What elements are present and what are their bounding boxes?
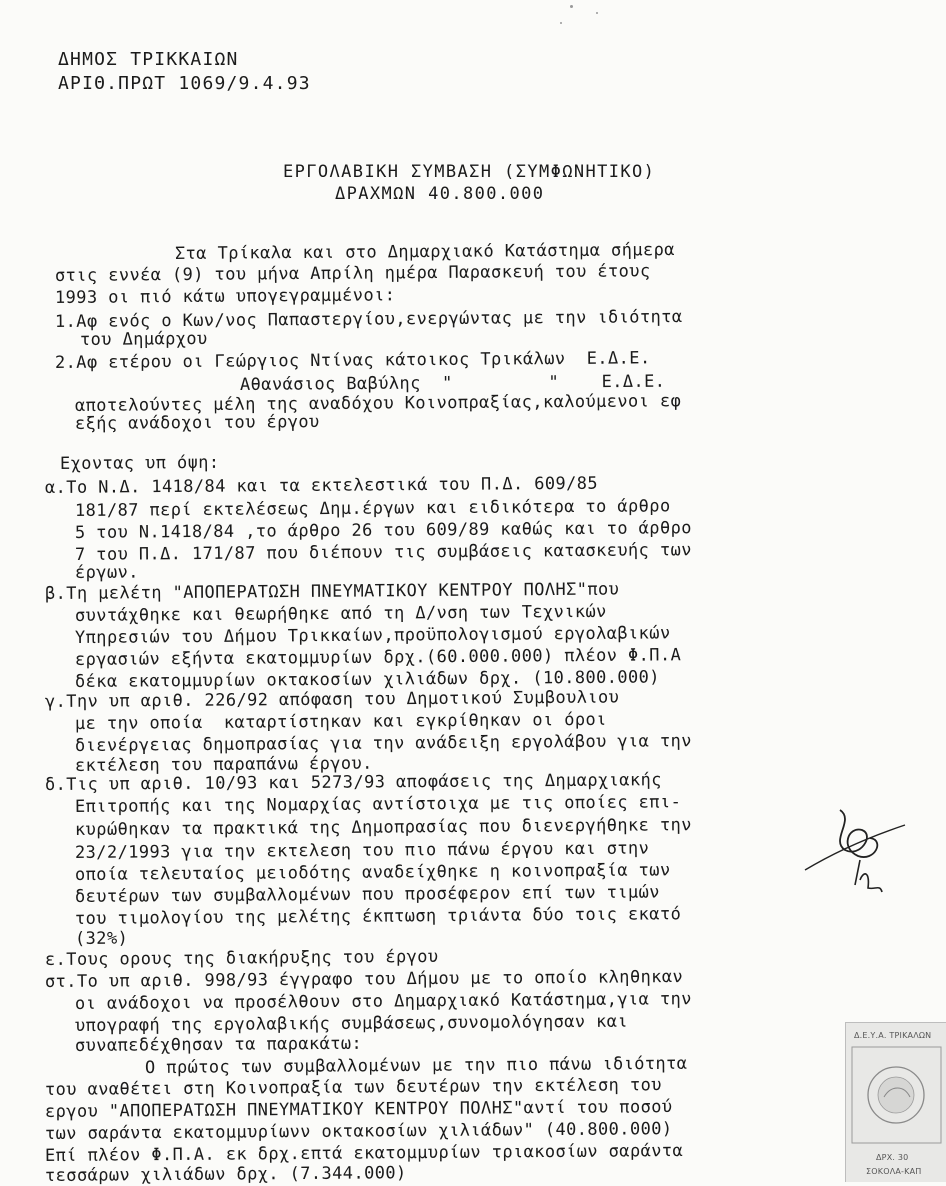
body-line: δ.Τις υπ αριθ. 10/93 και 5273/93 αποφάσεις της Δημαρχιακής [44,770,662,795]
body-line: Επί πλέον Φ.Π.Α. εκ δρχ.επτά εκατομμυρίων τριακοσίων σαράντα [44,1140,684,1166]
body-line: κυρώθηκαν τα πρακτικά της Δημοπρασίας που διενεργήθηκε την [74,815,692,840]
protocol-number: ΑΡΙΘ.ΠΡΩΤ 1069/9.4.93 [58,73,311,94]
body-line: (32%) [74,928,129,949]
body-line: α.Το Ν.Δ. 1418/84 και τα εκτελεστικά του Π.Δ. 609/85 [44,473,599,498]
body-line: εργου "ΑΠΟΠΕΡΑΤΩΣΗ ΠΝΕΥΜΑΤΙΚΟΥ ΚΕΝΤΡΟΥ ΠΟΛΗΣ"αντί του ποσού [44,1097,673,1122]
body-line: Εχοντας υπ όψη: [59,452,220,474]
handwritten-signature [800,800,910,910]
body-line: δευτέρων των συμβαλλομένων που προσέφερον επί των τιμών [74,882,660,907]
body-line: 1993 οι πιό κάτω υπογεγραμμένοι: [54,285,396,308]
issuer-name: ΔΗΜΟΣ ΤΡΙΚΚΑΙΩΝ [58,49,239,70]
body-line: εργασιών εξήντα εκατομμυρίων δρχ.(60.000.000) πλέον Φ.Π.Α [74,645,682,670]
body-line: του τιμολογίου της μελέτης έκπτωση τριάντα δύο τοις εκατό [74,904,682,929]
body-line: εξής ανάδοχοι του έργου [74,412,320,434]
body-line: 23/2/1993 για την εκτελεση του πιο πάνω έργου και στην [74,838,650,863]
body-line: 2.Αφ ετέρου οι Γεώργιος Ντίνας κάτοικος Τρικάλων Ε.Δ.Ε. [54,348,651,373]
scan-speck [570,5,573,8]
body-line: τεσσάρων χιλιάδων δρχ. (7.344.000) [44,1163,407,1186]
body-line: 181/87 περί εκτελέσεως Δημ.έργων και ειδικότερα το άρθρο [74,496,671,521]
body-line: 5 του Ν.1418/84 ,το άρθρο 26 του 609/89 καθώς και το άρθρο [74,518,692,543]
body-line: Υπηρεσιών του Δήμου Τρικκαίων,προϋπολογισμού εργολαβικών [74,623,671,648]
document-title: ΕΡΓΟΛΑΒΙΚΗ ΣΥΜΒΑΣΗ (ΣΥΜΦΩΝΗΤΙΚΟ) [283,162,656,182]
scan-speck [596,12,598,14]
body-line: συναπεδέχθησαν τα παρακάτω: [74,1033,363,1056]
body-line: β.Τη μελέτη "ΑΠΟΠΕΡΑΤΩΣΗ ΠΝΕΥΜΑΤΙΚΟΥ ΚΕΝΤΡΟΥ ΠΟΛΗΣ"που [44,579,620,604]
body-line: του αναθέτει στη Κοινοπραξία των δευτέρων την εκτέλεση του [44,1075,662,1100]
stamp-value: ΔΡΧ. 30 [876,1153,909,1162]
body-line: των σαράντα εκατομμυρίωνν οκτακοσίων χιλιάδων" (40.800.000) [44,1119,673,1144]
body-line: οποία τελευταίος μειοδότης αναδείχθηκε η κοινοπραξία των [74,860,671,885]
stamp-text-bottom: ΣΟΚΟΛΑ-ΚΑΠ [866,1167,922,1176]
body-line: υπογραφή της εργολαβικής συμβάσεως,συνομολόγησαν και [74,1011,629,1036]
body-line: διενέργειας δημοπρασίας για την ανάδειξη εργολάβου για την [74,731,692,756]
body-line: δέκα εκατομμυρίων οκτακοσίων χιλιάδων δρχ. (10.800.000) [74,667,660,692]
body-line: συντάχθηκε και θεωρήθηκε από τη Δ/νση των Τεχνικών [74,601,607,626]
body-line: γ.Την υπ αριθ. 226/92 απόφαση του Δημοτικού Συμβουλιου [44,687,620,712]
revenue-stamp [845,1022,946,1182]
body-line: εκτέλεση του παραπάνω έργου. [74,753,373,776]
stamp-text-top: Δ.Ε.Υ.Α. ΤΡΙΚΑΛΩΝ [854,1031,932,1040]
body-line: 7 του Π.Δ. 171/87 που διέπουν τις συμβάσεις κατασκευής των [74,540,692,565]
body-line: Επιτροπής και της Νομαρχίας αντίστοιχα με τις οποίες επι- [74,792,682,817]
document-amount: ΔΡΑΧΜΩΝ 40.800.000 [335,184,545,204]
body-line: οι ανάδοχοι να προσέλθουν στο Δημαρχιακό Κατάστημα,για την [74,989,692,1014]
body-line: Στα Τρίκαλα και στο Δημαρχιακό Κατάστημα σήμερα [174,240,675,264]
stamp-emblem [846,1045,946,1155]
body-line: Ο πρώτος των συμβαλλομένων με την πιο πάνω ιδιότητα [144,1053,688,1078]
body-line: του Δημάρχου [79,328,208,350]
body-line: στις εννέα (9) του μήνα Απρίλη ημέρα Παρασκευή του έτους [54,261,651,286]
body-line: με την οποία καταρτίστηκαν και εγκρίθηκαν οι όροι [74,709,607,734]
body-line: έργων. [74,562,139,583]
body-line: αποτελούντες μέλη της αναδόχου Κοινοπραξίας,καλούμενοι εφ [74,391,682,416]
scan-speck [560,22,562,24]
body-line: ε.Τους ορους της διακήρυξης του έργου [44,946,439,970]
body-line: 1.Αφ ενός ο Κων/νος Παπαστεργίου,ενεργώντας με την ιδιότητα [54,307,683,332]
body-line: Αθανάσιος Βαβύλης " " Ε.Δ.Ε. [239,371,666,395]
body-line: στ.Το υπ αριθ. 998/93 έγγραφο του Δήμου με το οποίο κληθηκαν [44,966,684,992]
